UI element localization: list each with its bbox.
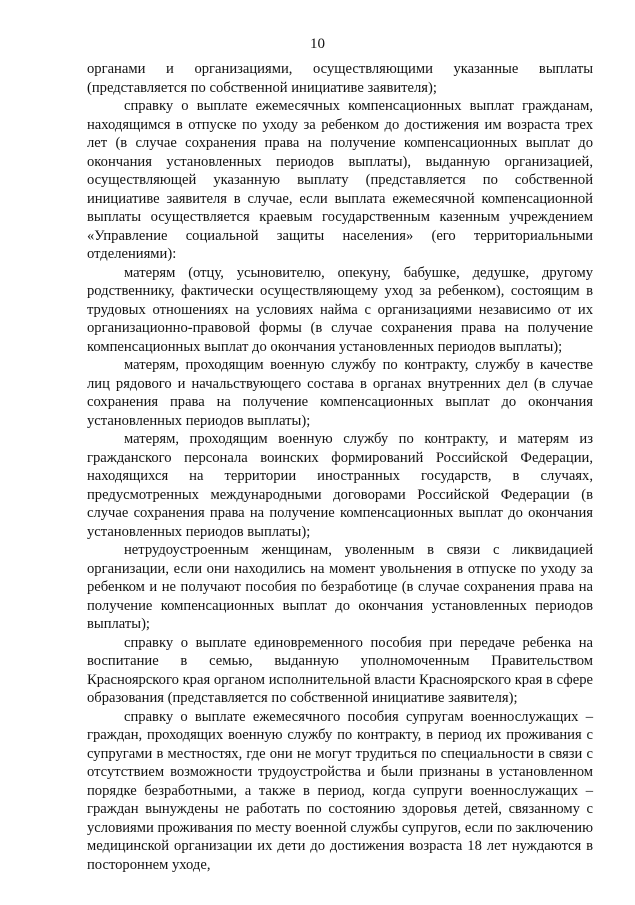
paragraph-continuation: органами и организациями, осуществляющими указанные выплаты (представляется по собственной инициативе заявителя); xyxy=(87,61,593,96)
paragraph-unemployed-women: нетрудоустроенным женщинам, уволенным в связи с ликвидацией организации, если они находились на момент увольнения в отпуске по уходу за ребенком и не получают пособия по безработице (в случае сохранения права на получение компенсационных выплат до окончания установленных периодов выплаты); xyxy=(87,542,593,632)
paragraph-mothers-abroad: матерям, проходящим военную службу по контракту, и матерям из гражданского персонала воинских формирований Российской Федерации, находящихся на территории иностранных государств, в случаях, предусмотренных международными договорами Российской Федерации (в случае сохранения права на получение компенсационных выплат до окончания установленных периодов выплаты); xyxy=(87,431,593,540)
paragraph-compensation-certificate: справку о выплате ежемесячных компенсационных выплат гражданам, находящимся в отпуске по уходу за ребенком до достижения им возраста трех лет (в случае сохранения права на получение компенсационных выплат до окончания установленных периодов выплаты), выданную организацией, осуществляющей указанную выплату (представляется по собственной инициативе заявителя в случае, если выплата ежемесячной компенсационной выплаты осуществляется краевым государственным казенным учреждением «Управление социальной защиты населения» (его территориальными отделениями): xyxy=(87,98,593,262)
paragraph-mothers-employed: матерям (отцу, усыновителю, опекуну, бабушке, дедушке, другому родственнику, фактически осуществляющему уход за ребенком), состоящим в трудовых отношениях на условиях найма с организациями независимо от их организационно-правовой формы (в случае сохранения права на получение компенсационных выплат до окончания установленных периодов выплаты); xyxy=(87,264,593,355)
paragraph-spouse-allowance: справку о выплате ежемесячного пособия супругам военнослужащих – граждан, проходящих военную службу по контракту, в период их проживания с супругами в местностях, где они не могут трудиться по специальности в связи с отсутствием возможности трудоустройства и были признаны в установленном порядке безработными, а также в период, когда супруги военнослужащих – граждан вынуждены не работать по состоянию здоровья детей, связанному с условиями проживания по месту военной службы супругов, если по заключению медицинской организации их дети до достижения возраста 18 лет нуждаются в постороннем уходе, xyxy=(87,708,593,873)
paragraph-mothers-military-service: матерям, проходящим военную службу по контракту, службу в качестве лиц рядового и начальствующего состава в органах внутренних дел (в случае сохранения права на получение компенсационных выплат до окончания установленных периодов выплаты); xyxy=(87,357,593,429)
page-number: 10 xyxy=(310,36,325,52)
document-body xyxy=(87,60,593,874)
paragraph-lump-sum-allowance: справку о выплате единовременного пособия при передаче ребенка на воспитание в семью, выданную уполномоченным Правительством Красноярского края органом исполнительной власти Красноярского края в сфере образования (представляется по собственной инициативе заявителя); xyxy=(87,634,593,706)
